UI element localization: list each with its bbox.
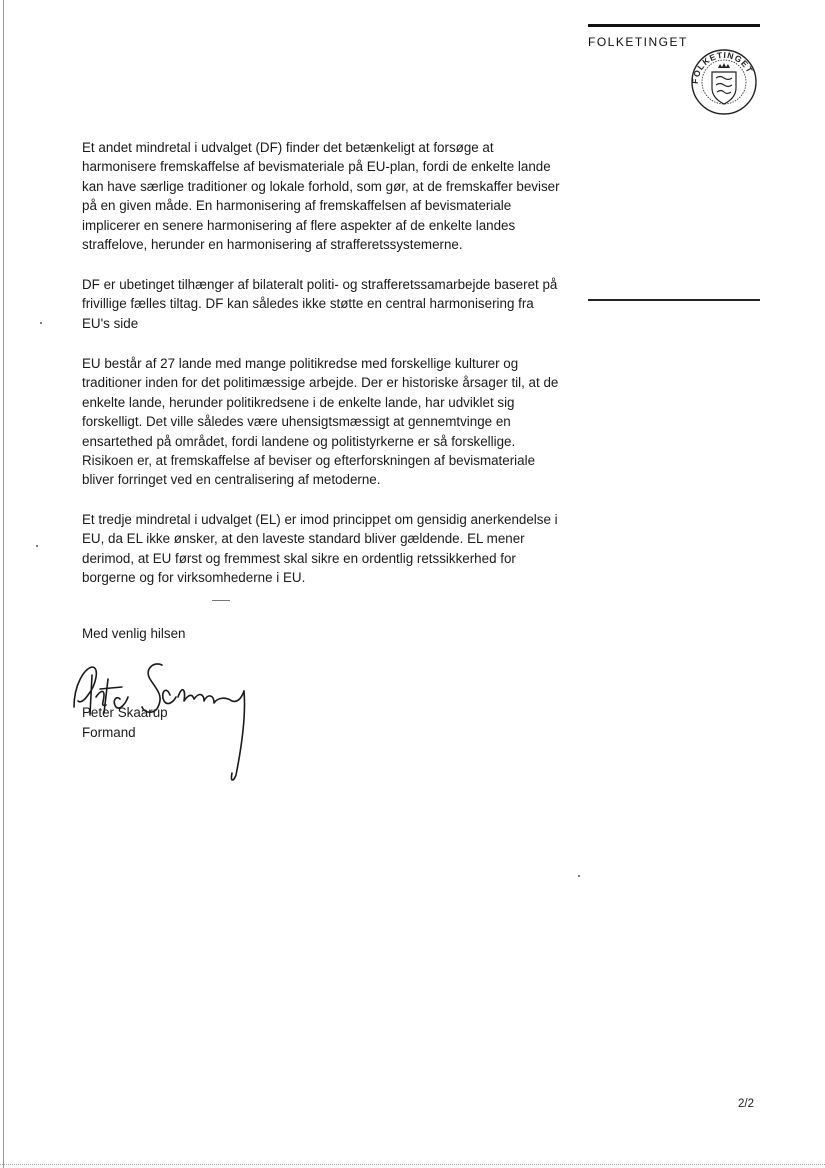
page-bottom-border (0, 1164, 825, 1166)
scan-speck (36, 545, 38, 547)
page-left-border (3, 0, 4, 1168)
paragraph-eu-countries (82, 354, 562, 490)
paragraph-text: DF er ubetinget tilhænger af bilateralt politi- og strafferetssamarbejde baseret på frivillige fælles tiltag. DF kan således ikke støtte en central harmonisering fra EU's side (82, 277, 558, 331)
paragraph-text: Et tredje mindretal i udvalget (EL) er imod princippet om gensidig anerkendelse i EU, da EL ikke ønsker, at den laveste standard bliver gældende. EL mener derimod, at EU først og fremmest skal sikre en ordentlig retssikkerhed for borgerne og for virksomhederne i EU. (82, 512, 558, 586)
seal-lettering: FOLKETINGET (690, 49, 756, 85)
parliament-seal-icon (690, 48, 758, 116)
handwritten-signature (70, 655, 260, 790)
paragraph-df-bilateral (82, 275, 562, 333)
page-number: 2/2 (738, 1098, 754, 1110)
paragraph-el-recognition (82, 510, 562, 588)
paragraph-df-harmonisation (82, 138, 562, 254)
margin-rule (588, 299, 760, 301)
signer-name: Peter Skaarup (82, 705, 168, 720)
header-rule (588, 24, 760, 27)
paragraph-text: EU består af 27 lande med mange politikredse med forskellige kulturer og traditioner inden for det politimæssige arbejde. Der er historiske årsager til, at de enkelte lande, herunder politikredsene i de enkelte lande, har udviklet sig forskelligt. Det ville således være uhensigtsmæssigt at gennemtvinge en ensartethed på området, fordi landene og politistyrkerne er så forskellige. Risikoen er, at fremskaffelse af beviser og efterforskningen af bevismateriale bliver forringet ved en centralisering af metoderne. (82, 356, 559, 488)
organization-name: FOLKETINGET (588, 35, 688, 49)
closing-greeting: Med venlig hilsen (82, 626, 186, 641)
stray-mark (212, 600, 230, 601)
scan-speck (40, 322, 42, 324)
scan-speck (578, 875, 580, 877)
paragraph-text: Et andet mindretal i udvalget (DF) finder det betænkeligt at forsøge at harmonisere fremskaffelse af bevismateriale på EU-plan, fordi de enkelte lande kan have særlige traditioner og lokale forhold, som gør, at de fremskaffer beviser på en given måde. En harmonisering af fremskaffelsen af bevismateriale implicerer en senere harmonisering af flere aspekter af de enkelte landes straffelove, herunder en harmonisering af strafferetssystemerne. (82, 140, 560, 253)
signer-title: Formand (82, 725, 136, 740)
